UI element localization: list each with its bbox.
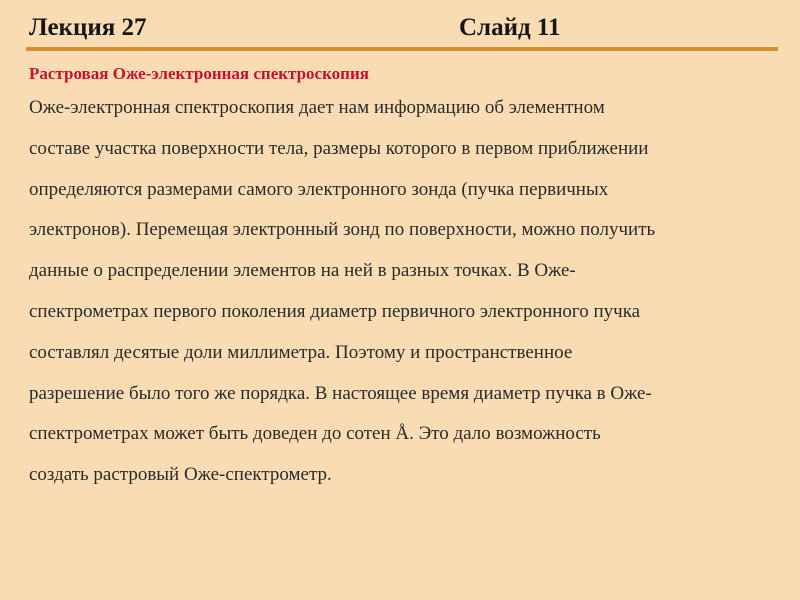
- slide-number: Слайд 11: [459, 14, 561, 41]
- header-divider: [26, 47, 778, 51]
- body-text: [29, 94, 789, 502]
- body-line: разрешение было того же порядка. В настоящее время диаметр пучка в Оже-: [29, 382, 652, 404]
- body-line: спектрометрах может быть доведен до сотен Å. Это дало возможность: [29, 423, 601, 445]
- body-line: определяются размерами самого электронного зонда (пучка первичных: [29, 178, 609, 200]
- body-line: составлял десятые доли миллиметра. Поэтому и пространственное: [29, 341, 573, 363]
- body-line: составе участка поверхности тела, размеры которого в первом приближении: [29, 137, 649, 159]
- body-line: спектрометрах первого поколения диаметр первичного электронного пучка: [29, 300, 641, 322]
- body-line: электронов). Перемещая электронный зонд по поверхности, можно получить: [29, 219, 656, 241]
- section-heading: Растровая Оже-электронная спектроскопия: [29, 64, 369, 83]
- body-line: данные о распределении элементов на ней в разных точках. В Оже-: [29, 260, 576, 282]
- body-line: Оже-электронная спектроскопия дает нам информацию об элементном: [29, 97, 605, 118]
- body-line: создать растровый Оже-спектрометр.: [29, 464, 332, 486]
- lecture-title: Лекция 27: [29, 14, 147, 41]
